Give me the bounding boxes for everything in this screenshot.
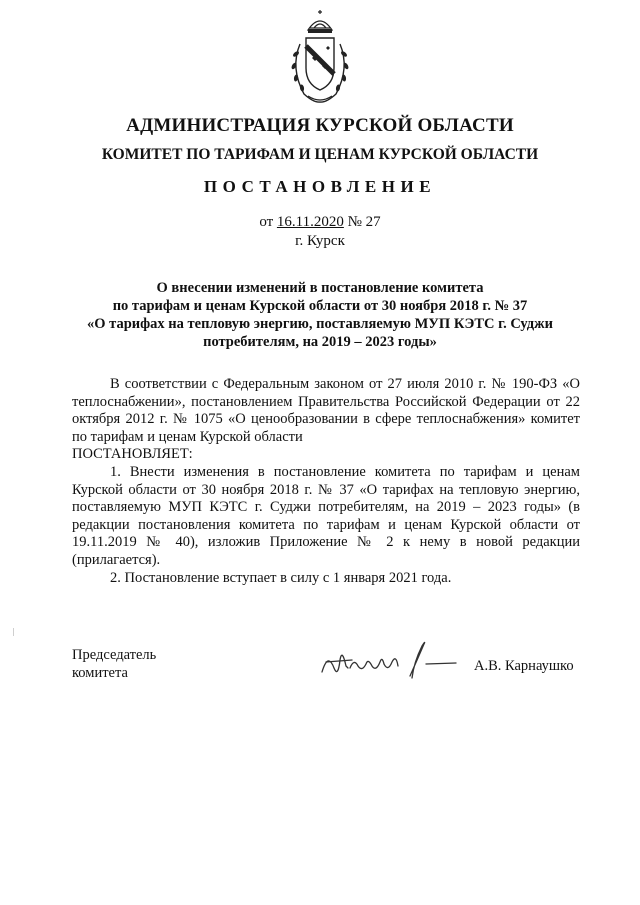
signatory-title-line: Председатель: [72, 647, 157, 663]
signatory-title: [72, 646, 156, 682]
document-number: № 27: [343, 214, 381, 230]
item-2-paragraph: 2. Постановление вступает в силу с 1 января 2021 года.: [110, 569, 452, 586]
subject-line: О внесении изменений в постановление комитета: [156, 280, 484, 296]
subject-line: по тарифам и ценам Курской области от 30 ноября 2018 г. № 37: [112, 298, 528, 314]
resolves-heading: ПОСТАНОВЛЯЕТ:: [72, 446, 193, 463]
document-date-line: [0, 214, 640, 231]
item-1-paragraph: 1. Внести изменения в постановление комитета по тарифам и ценам Курской области от 30 ноября 2018 г. № 37 «О тарифах на тепловую энергию, поставляемую МУП КЭТС г. Суджи потребителям, на 2019 – 2023 годы» (в редакции постановления комитета по тарифам и ценам Курской области от 19.11.2019 № 40), изложив Приложение № 2 к нему в новой редакции (прилагается).: [72, 463, 580, 568]
document-subject: [40, 279, 600, 351]
document-date: 16.11.2020: [276, 214, 344, 230]
scan-mark: [13, 628, 14, 636]
committee-name: КОМИТЕТ ПО ТАРИФАМ И ЦЕНАМ КУРСКОЙ ОБЛАСТИ: [101, 146, 539, 163]
signatory-name: А.В. Карнаушко: [474, 658, 574, 674]
coat-of-arms-icon: [286, 8, 354, 108]
preamble-paragraph: В соответствии с Федеральным законом от 27 июля 2010 г. № 190-ФЗ «О теплоснабжении», постановлением Правительства Российской Федерации от 22 октября 2012 г. № 1075 «О ценообразовании в сфере теплоснабжения» комитет по тарифам и ценам Курской области: [72, 376, 580, 445]
date-prefix: от: [259, 214, 277, 230]
document-body: [72, 376, 580, 587]
document-type: ПОСТАНОВЛЕНИЕ: [203, 177, 437, 196]
subject-line: «О тарифах на тепловую энергию, поставляемую МУП КЭТС г. Суджи: [87, 316, 553, 332]
handwritten-signature: [318, 638, 458, 680]
subject-line: потребителям, на 2019 – 2023 годы»: [203, 334, 437, 350]
document-city: г. Курск: [295, 233, 345, 249]
organization-name: АДМИНИСТРАЦИЯ КУРСКОЙ ОБЛАСТИ: [126, 115, 514, 136]
signatory-title-line: комитета: [72, 665, 128, 681]
